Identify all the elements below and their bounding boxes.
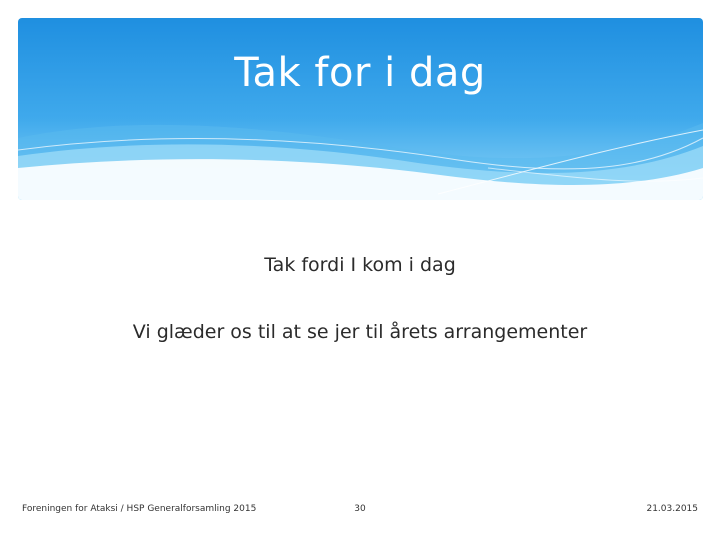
wave-background (18, 18, 703, 200)
body-line-2: Vi glæder os til at se jer til årets arrangementer (132, 321, 588, 343)
title-banner (18, 18, 703, 200)
slide-number: 30 (354, 504, 366, 514)
footer-date: 21.03.2015 (646, 504, 698, 514)
body-line-1: Tak fordi I kom i dag (264, 254, 456, 276)
slide-title: Tak for i dag (234, 50, 486, 96)
footer-organization: Foreningen for Ataksi / HSP Generalforsamling 2015 (22, 504, 257, 514)
